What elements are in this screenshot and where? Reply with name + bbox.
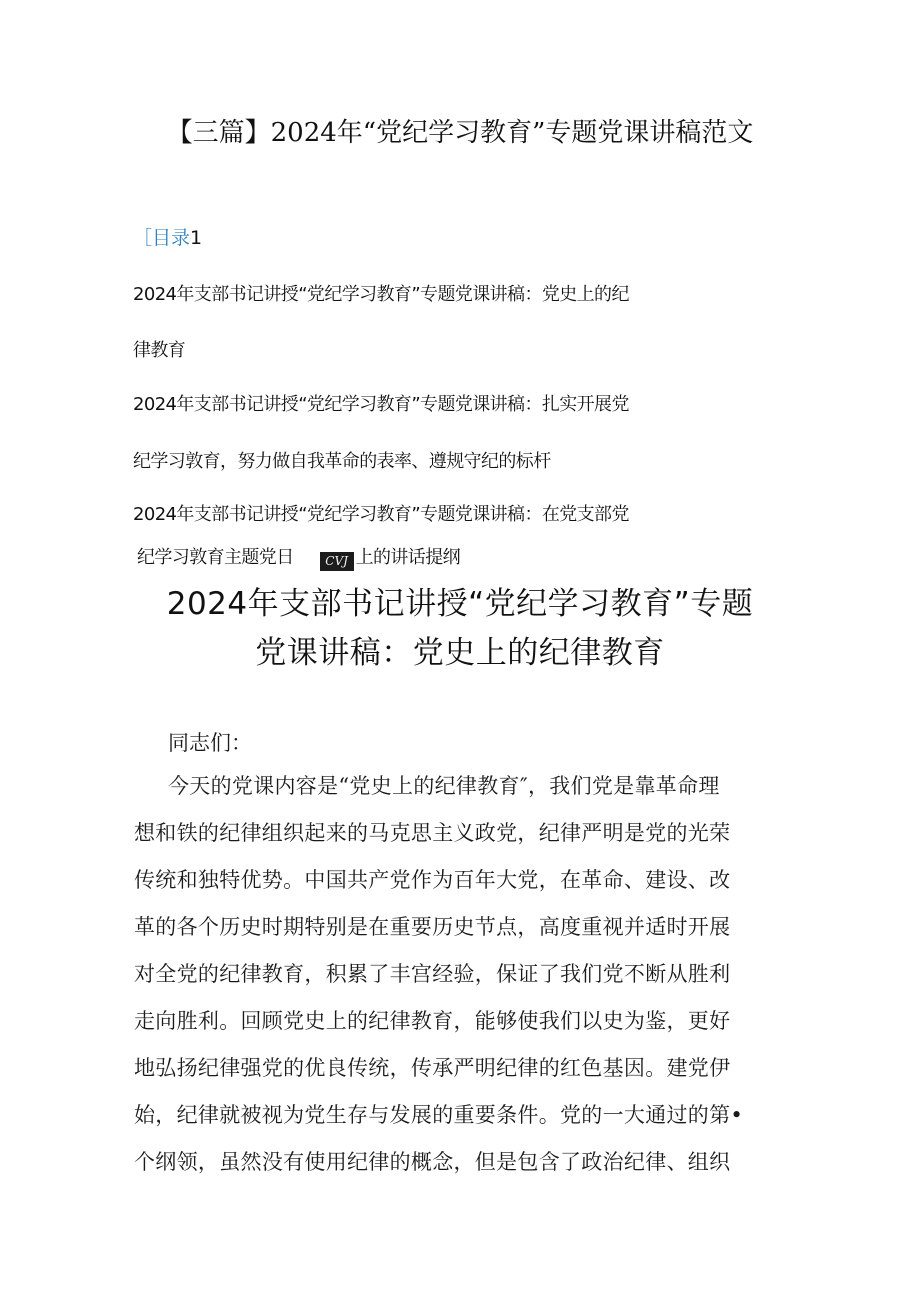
document-title: 【三篇】2024年“党纪学习教育”专题党课讲稿范文	[166, 118, 754, 148]
toc-heading-link[interactable]	[133, 223, 202, 250]
toc-entry-3-text: 纪学习敦育主题党日	[137, 547, 294, 568]
toc-entry-2-line-2[interactable]: 纪学习敦育，努力做自我革命的表率、遵规守纪的标杆	[133, 451, 551, 472]
paragraph-line: 个纲领，虽然没有使用纪律的概念，但是包含了政治纪律、组织	[134, 1150, 731, 1174]
paragraph-line: 想和铁的纪律组织起来的马克思主义政党，纪律严明是党的光荣	[134, 821, 731, 845]
salutation: 同志们：	[168, 731, 252, 755]
toc-heading-number: 1	[190, 227, 203, 249]
toc-entry-3-line-2[interactable]	[137, 543, 460, 571]
section-title-line-1: 2024年支部书记讲授“党纪学习教育”专题	[166, 586, 754, 622]
paragraph-line: 始，纪律就被视为党生存与发展的重要条件。党的一大通过的第•	[134, 1103, 744, 1127]
toc-heading-label: ［目录	[133, 227, 191, 249]
toc-entry-3-tail: 上的讲话提纲	[355, 547, 461, 568]
stamp-image: CVJ	[320, 552, 354, 571]
toc-entry-2-line-1[interactable]: 2024年支部书记讲授“党纪学习教育”专题党课讲稿：扎实开展党	[133, 394, 629, 415]
paragraph-line: 革的各个历史时期特别是在重要历史节点，高度重视并适时开展	[134, 915, 731, 939]
toc-entry-1-line-2[interactable]: 律教育	[133, 340, 186, 361]
paragraph-line: 今天的党课内容是“党史上的纪律教育″，我们党是靠革命理	[168, 774, 720, 798]
paragraph-line: 对全党的纪律教育，积累了丰宫经验，保证了我们党不断从胜利	[134, 962, 731, 986]
paragraph-line: 地弘扬纪律强党的优良传统，传承严明纪律的红色基因。建党伊	[134, 1056, 731, 1080]
toc-entry-1-line-1[interactable]: 2024年支部书记讲授“党纪学习教育”专题党课讲稿：党史上的纪	[133, 284, 629, 305]
section-title-line-2: 党课讲稿：党史上的纪律教育	[255, 635, 665, 671]
paragraph-line: 走向胜利。回顾党史上的纪律教育，能够使我们以史为鉴，更好	[134, 1009, 731, 1033]
paragraph-line: 传统和独特优势。中国共产党作为百年大党，在革命、建设、改	[134, 868, 731, 892]
toc-entry-3-line-1[interactable]: 2024年支部书记讲授“党纪学习教育”专题党课讲稿：在党支部党	[133, 504, 629, 525]
